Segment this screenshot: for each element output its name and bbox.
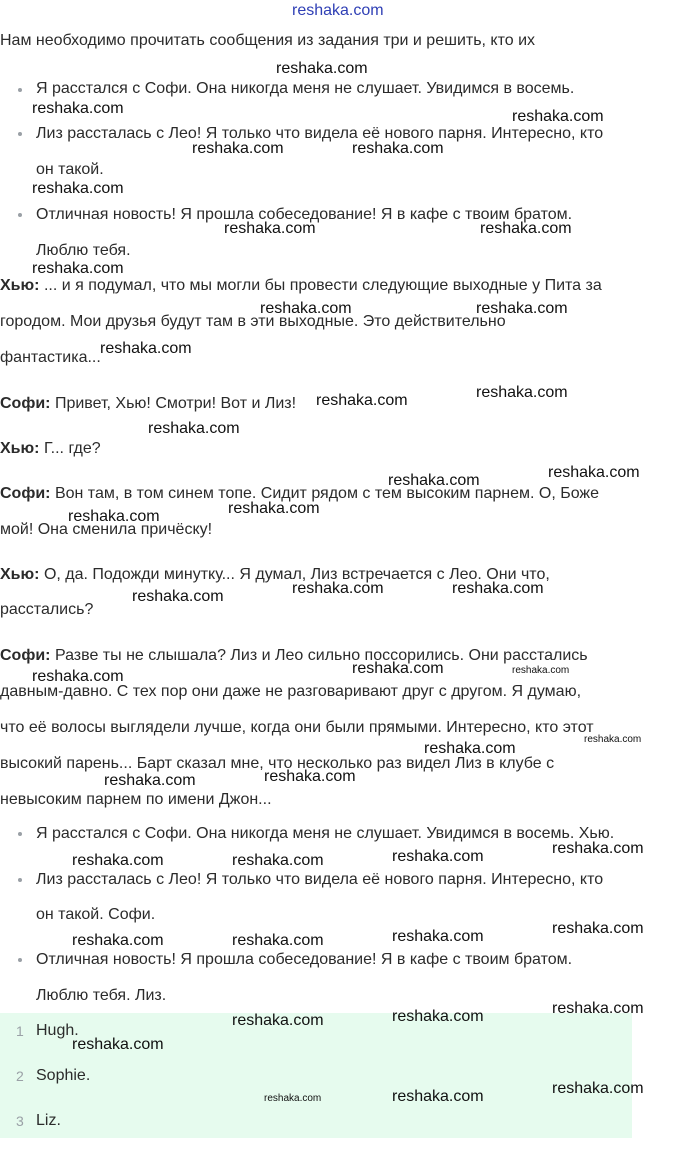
watermark: reshaka.com — [276, 60, 368, 77]
watermark: reshaka.com — [104, 772, 196, 789]
watermark: reshaka.com — [512, 665, 570, 676]
watermark: reshaka.com — [392, 848, 484, 865]
list-item-continuation: он такой. — [36, 161, 104, 178]
answer-number: 2 — [16, 1068, 24, 1084]
speaker-name: Хью: — [0, 440, 40, 457]
watermark: reshaka.com — [132, 588, 224, 605]
list-item: Я расстался с Софи. Она никогда меня не слушает. Увидимся в восемь. — [36, 80, 575, 97]
watermark: reshaka.com — [32, 668, 124, 685]
speaker-name: Софи: — [0, 395, 51, 412]
watermark: reshaka.com — [264, 1093, 322, 1104]
watermark: reshaka.com — [352, 140, 444, 157]
dialogue-text: что её волосы выглядели лучше, когда они были прямыми. Интересно, кто этот — [0, 719, 594, 736]
speaker-name: Софи: — [0, 485, 51, 502]
watermark: reshaka.com — [548, 464, 640, 481]
dialogue-line — [0, 394, 296, 414]
dialogue-text: ... и я подумал, что мы могли бы провести следующие выходные у Пита за — [39, 277, 602, 294]
list-item: Отличная новость! Я прошла собеседование! Я в кафе с твоим братом. — [36, 951, 573, 968]
dialogue-line — [0, 276, 602, 296]
speaker-name: Софи: — [0, 647, 51, 664]
list-item: Лиз рассталась с Лео! Я только что видела её нового парня. Интересно, кто — [36, 125, 604, 142]
watermark: reshaka.com — [552, 1080, 644, 1097]
watermark: reshaka.com — [68, 508, 160, 525]
watermark: reshaka.com — [512, 108, 604, 125]
watermark: reshaka.com — [264, 768, 356, 785]
watermark: reshaka.com — [476, 384, 568, 401]
watermark: reshaka.com — [392, 928, 484, 945]
dialogue-text: О, да. Подожди минутку... Я думал, Лиз встречается с Лео. Они что, — [39, 566, 550, 583]
list-item: Лиз рассталась с Лео! Я только что видела её нового парня. Интересно, кто — [36, 871, 604, 888]
watermark: reshaka.com — [476, 300, 568, 317]
answer-row — [0, 1111, 632, 1151]
answer-text: Hugh. — [36, 1022, 79, 1039]
watermark: reshaka.com — [424, 740, 516, 757]
list-item-continuation: Люблю тебя. Лиз. — [36, 987, 167, 1004]
watermark: reshaka.com — [352, 660, 444, 677]
list-item: Отличная новость! Я прошла собеседование! Я в кафе с твоим братом. — [36, 206, 573, 223]
dialogue-text: давным-давно. С тех пор они даже не разговаривают друг с другом. Я думаю, — [0, 683, 582, 700]
dialogue-line — [0, 439, 101, 459]
watermark: reshaka.com — [392, 1008, 484, 1025]
watermark: reshaka.com — [392, 1088, 484, 1105]
watermark: reshaka.com — [100, 340, 192, 357]
dialogue-text: мой! Она сменила причёску! — [0, 521, 213, 538]
watermark: reshaka.com — [32, 260, 124, 277]
watermark: reshaka.com — [232, 1012, 324, 1029]
watermark: reshaka.com — [232, 852, 324, 869]
watermark: reshaka.com — [552, 920, 644, 937]
dialogue-text: Г... где? — [39, 440, 101, 457]
watermark: reshaka.com — [388, 472, 480, 489]
dialogue-text: Привет, Хью! Смотри! Вот и Лиз! — [50, 395, 297, 412]
watermark: reshaka.com — [192, 140, 284, 157]
dialogue-text: высокий парень... Барт сказал мне, что несколько раз видел Лиз в клубе с — [0, 755, 555, 772]
watermark: reshaka.com — [292, 580, 384, 597]
watermark: reshaka.com — [452, 580, 544, 597]
watermark: reshaka.com — [552, 840, 644, 857]
watermark: reshaka.com — [72, 1036, 164, 1053]
bullet-dot — [18, 832, 22, 836]
cropped-text-fragment — [120, 66, 280, 74]
watermark: reshaka.com — [584, 734, 642, 745]
list-item: Я расстался с Софи. Она никогда меня не слушает. Увидимся в восемь. Хью. — [36, 825, 615, 842]
watermark: reshaka.com — [228, 500, 320, 517]
watermark: reshaka.com — [148, 420, 240, 437]
watermark: reshaka.com — [224, 220, 316, 237]
top-watermark: reshaka.com — [292, 2, 384, 19]
dialogue-line — [0, 646, 588, 666]
bullet-dot — [18, 878, 22, 882]
dialogue-text: фантастика... — [0, 349, 101, 366]
watermark: reshaka.com — [316, 392, 408, 409]
list-item-continuation: Люблю тебя. — [36, 242, 131, 259]
bullet-dot — [18, 132, 22, 136]
watermark: reshaka.com — [552, 1000, 644, 1017]
speaker-name: Хью: — [0, 566, 40, 583]
answer-number: 1 — [16, 1023, 24, 1039]
dialogue-text: невысоким парнем по имени Джон... — [0, 791, 272, 808]
list-item-continuation: он такой. Софи. — [36, 906, 156, 923]
answer-text: Liz. — [36, 1112, 61, 1129]
watermark: reshaka.com — [72, 932, 164, 949]
watermark: reshaka.com — [32, 180, 124, 197]
watermark: reshaka.com — [32, 100, 124, 117]
bullet-dot — [18, 958, 22, 962]
dialogue-text: Вон там, в том синем топе. Сидит рядом с тем высоким парнем. О, Боже — [50, 485, 600, 502]
dialogue-text: Разве ты не слышала? Лиз и Лео сильно поссорились. Они расстались — [50, 647, 588, 664]
answers-panel — [0, 1013, 632, 1138]
watermark: reshaka.com — [480, 220, 572, 237]
dialogue-text: расстались? — [0, 601, 94, 618]
watermark: reshaka.com — [72, 852, 164, 869]
bullet-dot — [18, 213, 22, 217]
watermark: reshaka.com — [232, 932, 324, 949]
intro-text: Нам необходимо прочитать сообщения из задания три и решить, кто их — [0, 32, 536, 49]
answer-text: Sophie. — [36, 1067, 91, 1084]
speaker-name: Хью: — [0, 277, 40, 294]
watermark: reshaka.com — [260, 300, 352, 317]
bullet-dot — [18, 88, 22, 92]
dialogue-text: городом. Мои друзья будут там в эти выходные. Это действительно — [0, 313, 506, 330]
answer-number: 3 — [16, 1113, 24, 1129]
